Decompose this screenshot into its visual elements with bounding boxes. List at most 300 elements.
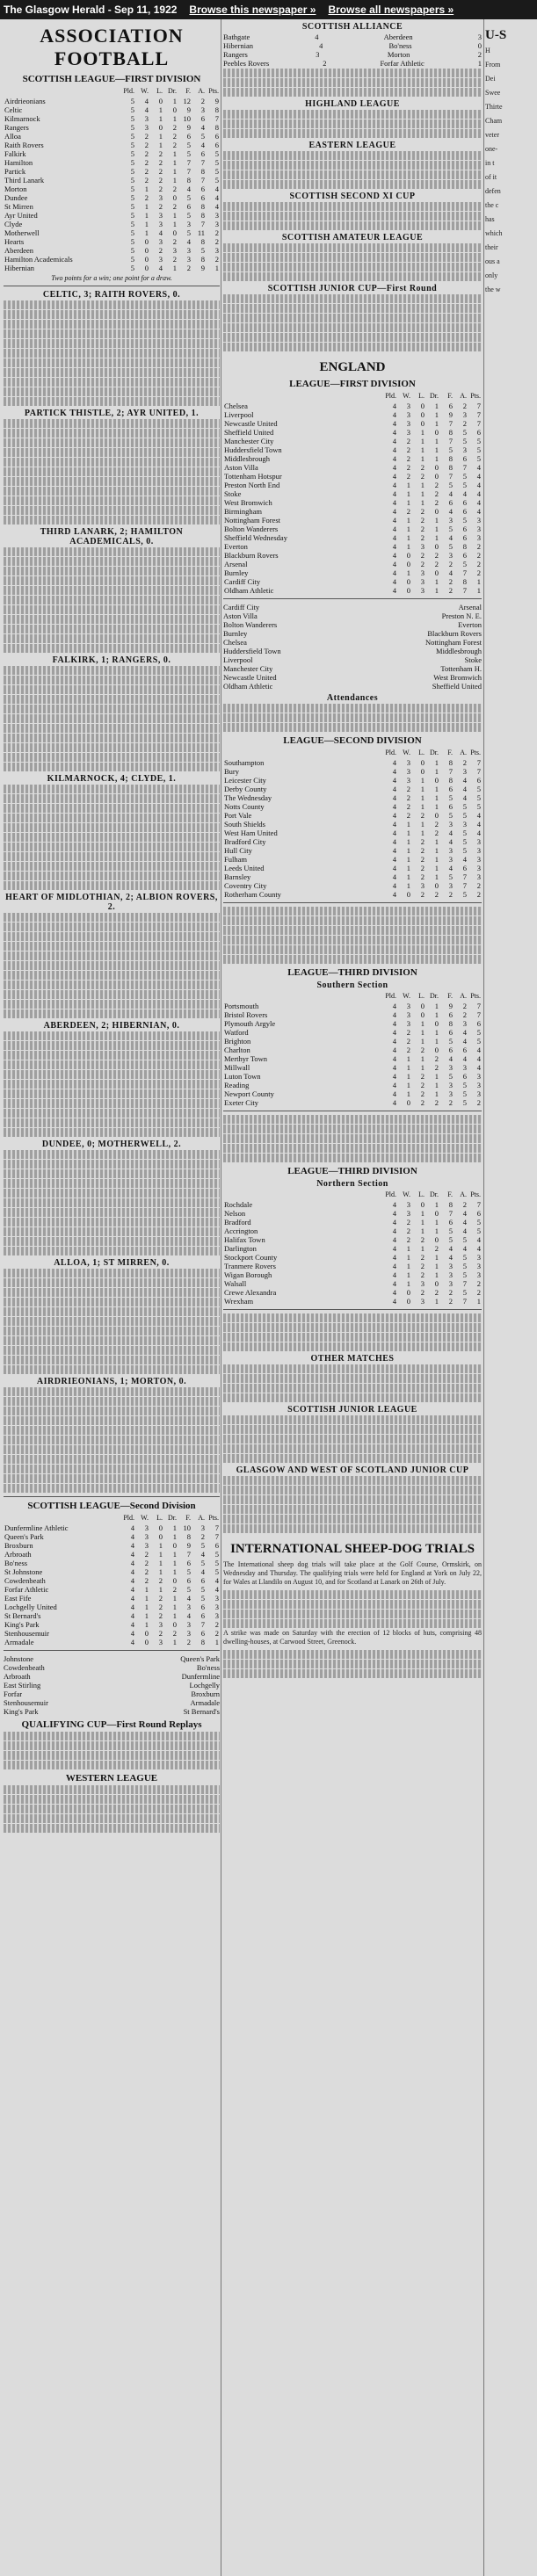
stat-cell: 2 [462, 758, 467, 767]
stat-cell: 5 [448, 1072, 453, 1081]
report-line [4, 300, 220, 309]
team-name: Hull City [224, 846, 252, 855]
table-head-blank [223, 1190, 383, 1200]
stat-cell: 6 [448, 498, 453, 507]
stat-cell: 0 [172, 105, 177, 114]
stat-cell: 4 [392, 855, 396, 864]
stat-cell: 4 [200, 141, 205, 149]
stat-cell: 1 [144, 202, 149, 211]
stat-cell: 8 [214, 105, 219, 114]
stat-cell: 0 [406, 577, 410, 586]
stat-cell: 5 [462, 1098, 467, 1107]
report-line [4, 1307, 220, 1316]
table-row [223, 1019, 482, 1028]
stat-cell: 2 [172, 237, 177, 246]
stat-cell: 4 [448, 864, 453, 872]
stat-cell: 2 [420, 811, 425, 820]
team-name: Broxburn [4, 1541, 33, 1550]
table-head-cell: A. [460, 1190, 467, 1198]
cutoff-line: veter [485, 131, 499, 139]
stat-cell: 7 [462, 872, 467, 881]
stat-cell: 1 [214, 264, 219, 272]
stat-cell: 5 [462, 846, 467, 855]
stat-cell: 6 [476, 776, 481, 785]
stat-cell: 2 [158, 1594, 163, 1603]
stat-cell: 1 [434, 577, 439, 586]
stat-cell: 6 [186, 202, 191, 211]
stat-cell: 1 [406, 1270, 410, 1279]
report-line [4, 1407, 220, 1415]
table-row [4, 1594, 220, 1603]
stat-cell: 5 [476, 1226, 481, 1235]
stat-cell: 4 [392, 419, 396, 428]
stat-cell: 3 [462, 1063, 467, 1072]
stat-cell: 6 [462, 551, 467, 560]
stat-cell: 1 [434, 516, 439, 525]
stat-cell: 1 [172, 220, 177, 228]
result-cell: East Stirling [4, 1681, 41, 1690]
stat-cell: 1 [434, 437, 439, 445]
team-name: Stenhousemuir [4, 1629, 49, 1638]
stat-cell: 3 [158, 1620, 163, 1629]
stat-cell: 2 [420, 1270, 425, 1279]
stat-cell: 1 [144, 1585, 149, 1594]
stat-cell: 7 [448, 419, 453, 428]
team-name: West Bromwich [224, 498, 272, 507]
stat-cell: 8 [462, 577, 467, 586]
stat-cell: 4 [392, 481, 396, 489]
stat-cell: 4 [392, 1010, 396, 1019]
team-name: Bolton Wanderers [224, 525, 279, 533]
stat-cell: 4 [392, 864, 396, 872]
stat-cell: 2 [406, 811, 410, 820]
stat-cell: 5 [214, 176, 219, 185]
team-name: Huddersfield Town [224, 445, 282, 454]
newspaper-page [0, 19, 537, 2576]
result-line [223, 611, 482, 620]
stat-cell: 1 [434, 1072, 439, 1081]
stat-cell: 2 [172, 185, 177, 193]
table-row [223, 1028, 482, 1037]
table-head-cell: Dr. [430, 392, 439, 400]
report-line [4, 516, 220, 525]
team-name: Bo'ness [4, 1559, 28, 1567]
stat-cell: 4 [200, 1550, 205, 1559]
report-line [4, 823, 220, 832]
stat-cell: 4 [448, 829, 453, 837]
report-line [4, 990, 220, 999]
report-line [4, 942, 220, 951]
stat-cell: 2 [434, 1063, 439, 1072]
stat-cell: 2 [476, 560, 481, 568]
table-head-cell: Dr. [430, 749, 439, 756]
table-head-cell: Pts. [470, 1190, 481, 1198]
stat-cell: 6 [448, 1028, 453, 1037]
team-name: Rochdale [224, 1200, 253, 1209]
table-row [223, 498, 482, 507]
result-cell: Preston N. E. [441, 611, 482, 620]
stat-cell: 1 [172, 167, 177, 176]
stat-cell: 1 [406, 837, 410, 846]
result-line [223, 629, 482, 638]
report-line [4, 980, 220, 989]
stat-cell: 1 [172, 1567, 177, 1576]
stat-cell: 2 [158, 246, 163, 255]
stat-cell: 4 [392, 437, 396, 445]
stat-cell: 7 [214, 1532, 219, 1541]
stat-cell: 4 [392, 577, 396, 586]
stat-cell: 5 [462, 811, 467, 820]
stat-cell: 2 [172, 123, 177, 132]
stat-cell: 4 [392, 1270, 396, 1279]
stat-cell: 8 [200, 211, 205, 220]
stat-cell: 4 [476, 463, 481, 472]
table-head-cell: F. [447, 749, 453, 756]
result-cell: Forfar [4, 1690, 23, 1698]
team-name: Notts County [224, 802, 265, 811]
report-line [4, 1278, 220, 1287]
stat-cell: 4 [158, 264, 163, 272]
stat-cell: 3 [406, 402, 410, 410]
stat-cell: 1 [420, 1209, 425, 1218]
team-name: Alloa [4, 132, 21, 141]
stat-cell: 7 [214, 1523, 219, 1532]
stat-cell: 3 [186, 220, 191, 228]
report-line [4, 1227, 220, 1236]
table-head-cell: F. [185, 1514, 191, 1522]
result-cell: 2 [323, 59, 327, 68]
stat-cell: 4 [462, 776, 467, 785]
report-line [4, 387, 220, 396]
stat-cell: 4 [392, 1244, 396, 1253]
stat-cell: 4 [392, 1288, 396, 1297]
table-row [223, 568, 482, 577]
stat-cell: 3 [462, 820, 467, 829]
table-head-blank [223, 748, 383, 758]
stat-cell: 1 [434, 1218, 439, 1226]
browse-issue-link[interactable]: Browse this newspaper » [189, 4, 316, 16]
result-line [4, 1707, 220, 1716]
stat-cell: 8 [200, 167, 205, 176]
report-line [4, 753, 220, 762]
team-name: Derby County [224, 785, 267, 793]
stat-cell: 5 [476, 1218, 481, 1226]
stat-cell: 3 [158, 220, 163, 228]
table-row [4, 105, 220, 114]
team-name: Newport County [224, 1089, 274, 1098]
stat-cell: 0 [158, 1532, 163, 1541]
team-name: Tranmere Rovers [224, 1262, 276, 1270]
stat-cell: 5 [476, 1037, 481, 1046]
stat-cell: 4 [392, 507, 396, 516]
stat-cell: 7 [186, 158, 191, 167]
stat-cell: 4 [392, 1253, 396, 1262]
table-row [223, 525, 482, 533]
table-row [4, 149, 220, 158]
column-football [4, 19, 220, 1834]
table-row [223, 507, 482, 516]
stat-cell: 1 [434, 1253, 439, 1262]
table-row [223, 454, 482, 463]
stat-cell: 3 [144, 1523, 149, 1532]
stat-cell: 5 [186, 1585, 191, 1594]
stat-cell: 4 [392, 410, 396, 419]
table-head-cell: Pts. [470, 392, 481, 400]
stat-cell: 5 [448, 542, 453, 551]
stat-cell: 6 [462, 1072, 467, 1081]
stat-cell: 1 [420, 437, 425, 445]
stat-cell: 1 [420, 498, 425, 507]
browse-all-link[interactable]: Browse all newspapers » [328, 4, 454, 16]
stat-cell: 4 [462, 1054, 467, 1063]
stat-cell: 6 [476, 428, 481, 437]
stat-cell: 0 [406, 890, 410, 899]
stat-cell: 5 [462, 1235, 467, 1244]
stat-cell: 1 [420, 445, 425, 454]
stat-cell: 4 [462, 489, 467, 498]
stat-cell: 7 [476, 767, 481, 776]
stat-cell: 1 [434, 855, 439, 864]
stat-cell: 1 [406, 846, 410, 855]
stat-cell: 4 [476, 1046, 481, 1054]
table-head-cell: L. [156, 1514, 163, 1522]
stat-cell: 4 [392, 498, 396, 507]
stat-cell: 2 [214, 1629, 219, 1638]
report-line [4, 458, 220, 467]
stat-cell: 5 [462, 481, 467, 489]
report-line [4, 1189, 220, 1198]
west-cup-title: GLASGOW AND WEST OF SCOTLAND JUNIOR CUP [236, 1465, 469, 1475]
table-row [223, 410, 482, 419]
stat-cell: 5 [462, 560, 467, 568]
table-row [223, 1200, 482, 1209]
table-row [223, 472, 482, 481]
stat-cell: 1 [434, 1081, 439, 1089]
stat-cell: 2 [406, 463, 410, 472]
stat-cell: 0 [420, 402, 425, 410]
report-line [4, 1070, 220, 1079]
table-head-blank [4, 86, 121, 97]
stat-cell: 2 [420, 560, 425, 568]
stat-cell: 2 [448, 577, 453, 586]
stat-cell: 3 [406, 419, 410, 428]
browser-toolbar [0, 0, 537, 19]
stat-cell: 1 [406, 855, 410, 864]
stat-cell: 1 [172, 114, 177, 123]
third-south-sub: Southern Section [316, 980, 388, 990]
english-first-division-table [223, 391, 482, 595]
table-row [223, 890, 482, 899]
stat-cell: 1 [434, 533, 439, 542]
cutoff-line: which [485, 229, 503, 237]
stat-cell: 2 [172, 202, 177, 211]
stat-cell: 3 [420, 1297, 425, 1306]
stat-cell: 1 [406, 1054, 410, 1063]
result-cell: Queen's Park [180, 1654, 220, 1663]
stat-cell: 6 [186, 1576, 191, 1585]
stat-cell: 1 [158, 1567, 163, 1576]
report-line [4, 763, 220, 771]
stat-cell: 5 [130, 237, 134, 246]
stat-cell: 5 [462, 829, 467, 837]
table-row [223, 1235, 482, 1244]
report-line [4, 1179, 220, 1188]
result-cell: Cowdenbeath [4, 1663, 45, 1672]
stat-cell: 6 [200, 1576, 205, 1585]
stat-cell: 8 [200, 237, 205, 246]
team-name: Port Vale [224, 811, 252, 820]
stat-cell: 1 [420, 1226, 425, 1235]
stat-cell: 7 [476, 402, 481, 410]
stat-cell: 4 [392, 1002, 396, 1010]
stat-cell: 3 [158, 193, 163, 202]
stat-cell: 2 [462, 1002, 467, 1010]
report-line [4, 685, 220, 694]
stat-cell: 1 [406, 1063, 410, 1072]
report-line [4, 1247, 220, 1255]
stat-cell: 1 [172, 1523, 177, 1532]
stat-cell: 2 [448, 1297, 453, 1306]
result-cell: 1 [477, 59, 482, 68]
stat-cell: 5 [130, 211, 134, 220]
team-name: Celtic [4, 105, 23, 114]
stat-cell: 5 [214, 1559, 219, 1567]
cutoff-line: only [485, 271, 498, 279]
report-line [4, 1465, 220, 1473]
stat-cell: 2 [420, 525, 425, 533]
table-row [4, 1629, 220, 1638]
report-line [4, 794, 220, 803]
stat-cell: 1 [420, 481, 425, 489]
stat-cell: 1 [158, 105, 163, 114]
table-row [4, 1638, 220, 1646]
stat-cell: 1 [420, 793, 425, 802]
stat-cell: 2 [462, 1010, 467, 1019]
stat-cell: 2 [420, 1046, 425, 1054]
table-row [223, 837, 482, 846]
stat-cell: 8 [186, 1532, 191, 1541]
report-line [4, 1474, 220, 1483]
stat-cell: 5 [130, 185, 134, 193]
stat-cell: 4 [392, 560, 396, 568]
stat-cell: 3 [158, 1638, 163, 1646]
stat-cell: 5 [186, 141, 191, 149]
western-title: WESTERN LEAGUE [65, 1773, 158, 1784]
table-row [223, 1288, 482, 1297]
stat-cell: 0 [144, 237, 149, 246]
table-head-cell: A. [460, 992, 467, 1000]
stat-cell: 2 [406, 1028, 410, 1037]
stat-cell: 2 [172, 1585, 177, 1594]
stat-cell: 3 [462, 767, 467, 776]
team-name: Fulham [224, 855, 247, 864]
stat-cell: 8 [448, 776, 453, 785]
table-row [223, 542, 482, 551]
table-row [223, 1226, 482, 1235]
stat-cell: 2 [434, 489, 439, 498]
league-title: SCOTTISH LEAGUE—FIRST DIVISION [22, 74, 201, 84]
stat-cell: 2 [420, 507, 425, 516]
team-name: Queen's Park [4, 1532, 44, 1541]
stat-cell: 1 [434, 1200, 439, 1209]
report-line [4, 586, 220, 595]
stat-cell: 1 [406, 481, 410, 489]
stat-cell: 1 [434, 837, 439, 846]
stat-cell: 3 [406, 1002, 410, 1010]
report-line [4, 1118, 220, 1127]
stat-cell: 5 [462, 1288, 467, 1297]
result-cell: 4 [319, 41, 323, 50]
stat-cell: 6 [200, 149, 205, 158]
stat-cell: 2 [158, 1576, 163, 1585]
stat-cell: 6 [214, 1541, 219, 1550]
table-head-cell: Pld. [385, 392, 396, 400]
stat-cell: 3 [420, 577, 425, 586]
stat-cell: 0 [434, 811, 439, 820]
team-name: Charlton [224, 1046, 250, 1054]
table-row [4, 202, 220, 211]
third-north-title: LEAGUE—THIRD DIVISION [287, 1166, 417, 1176]
stat-cell: 6 [462, 1046, 467, 1054]
stat-cell: 1 [434, 586, 439, 595]
report-line [4, 743, 220, 752]
stat-cell: 1 [172, 264, 177, 272]
report-line [4, 378, 220, 387]
column-rule [483, 19, 484, 2576]
stat-cell: 3 [406, 410, 410, 419]
table-head-cell: Pts. [470, 749, 481, 756]
stat-cell: 6 [462, 864, 467, 872]
table-head-cell: W. [403, 749, 410, 756]
team-name: Accrington [224, 1226, 258, 1235]
stat-cell: 6 [214, 141, 219, 149]
stat-cell: 3 [158, 255, 163, 264]
column-cutoff [485, 19, 537, 300]
stat-cell: 3 [186, 246, 191, 255]
stat-cell: 0 [172, 228, 177, 237]
report-line [4, 438, 220, 447]
team-name: Bristol Rovers [224, 1010, 268, 1019]
stat-cell: 2 [420, 551, 425, 560]
stat-cell: 3 [462, 445, 467, 454]
report-line [4, 467, 220, 476]
report-line [4, 695, 220, 704]
cutoff-line: the c [485, 201, 499, 209]
stat-cell: 3 [448, 846, 453, 855]
report-line [4, 644, 220, 653]
table-row [4, 185, 220, 193]
stat-cell: 1 [172, 1603, 177, 1611]
stat-cell: 2 [420, 1081, 425, 1089]
report-line [4, 576, 220, 585]
stat-cell: 1 [434, 1226, 439, 1235]
stat-cell: 4 [200, 123, 205, 132]
result-cell: Bo'ness [196, 1663, 220, 1672]
stat-cell: 2 [420, 1253, 425, 1262]
result-cell: Newcastle United [223, 673, 277, 682]
stat-cell: 7 [462, 568, 467, 577]
stat-cell: 2 [214, 255, 219, 264]
stat-cell: 7 [476, 758, 481, 767]
report-line [4, 1109, 220, 1118]
stat-cell: 2 [462, 1200, 467, 1209]
stat-cell: 5 [462, 1253, 467, 1262]
third-south-table [223, 991, 482, 1107]
stat-cell: 3 [406, 767, 410, 776]
stat-cell: 2 [476, 542, 481, 551]
stat-cell: 1 [144, 228, 149, 237]
stat-cell: 2 [476, 1098, 481, 1107]
